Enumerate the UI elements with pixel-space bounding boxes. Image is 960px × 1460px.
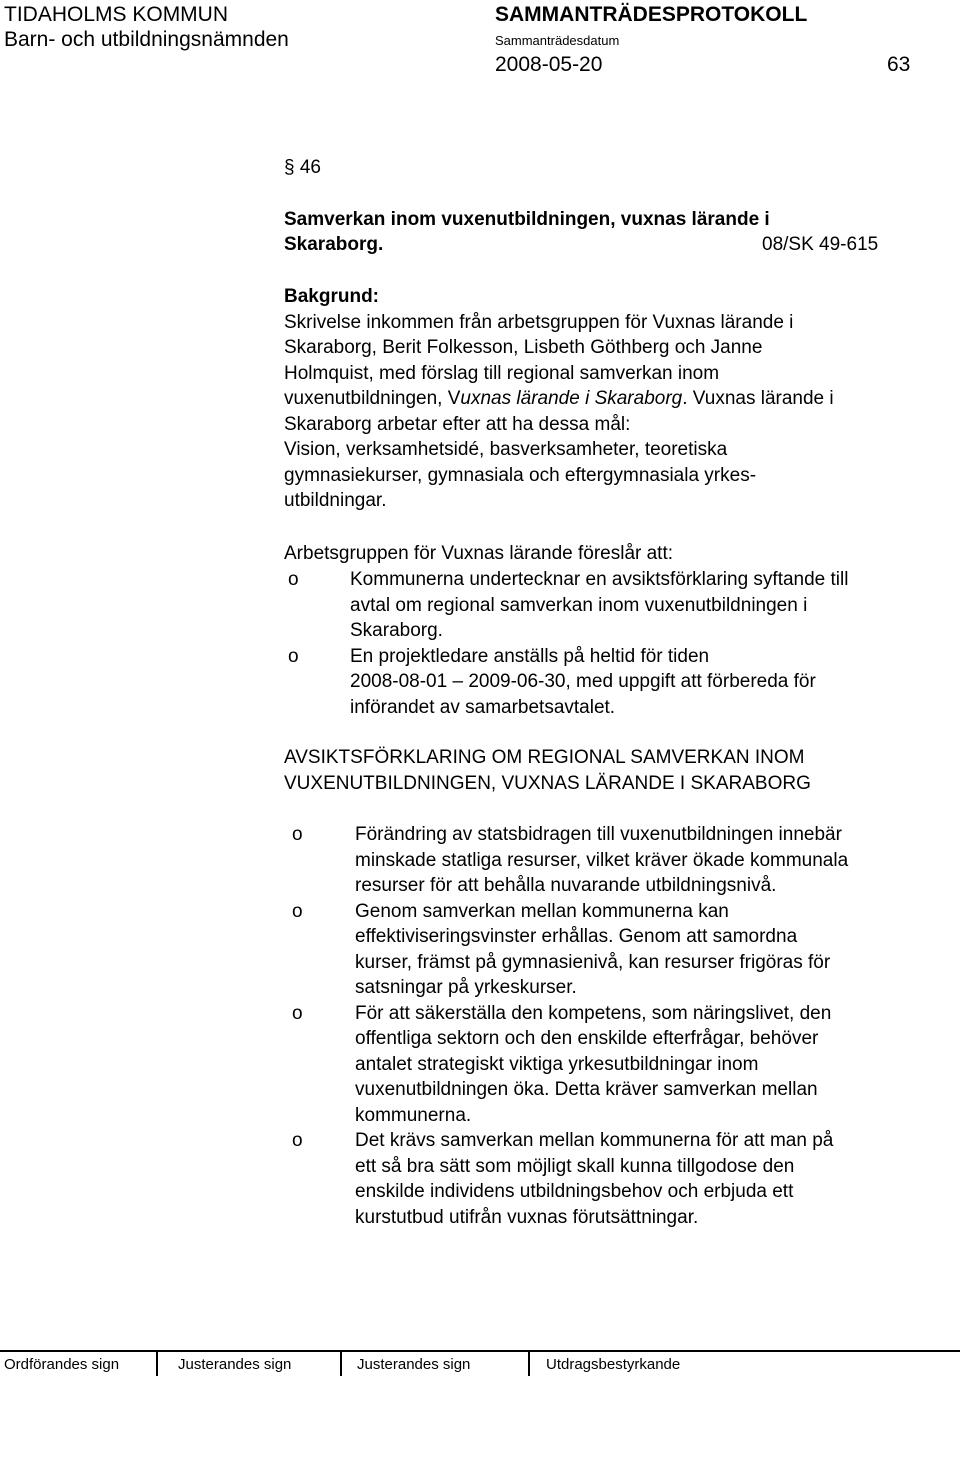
bullet-text-line: ett så bra sätt som möjligt skall kunna tillgodose den: [355, 1155, 795, 1177]
document-type: SAMMANTRÄDESPROTOKOLL: [495, 3, 808, 26]
declaration-heading-line: AVSIKTSFÖRKLARING OM REGIONAL SAMVERKAN INOM: [284, 747, 805, 768]
background-text-line: Skrivelse inkommen från arbetsgruppen för Vuxnas lärande i: [284, 311, 794, 333]
bullet-marker: o: [292, 1002, 303, 1024]
background-text-segment: . Vuxnas lärande i: [682, 388, 834, 409]
section-title-line2: Skaraborg.: [284, 234, 384, 255]
bullet-text-line: enskilde individens utbildningsbehov och erbjuda ett: [355, 1181, 794, 1202]
bullet-text-line: kurstutbud utifrån vuxnas förutsättningar.: [355, 1206, 699, 1228]
background-text-line: utbildningar.: [284, 490, 387, 511]
declaration-heading-line: VUXENUTBILDNINGEN, VUXNAS LÄRANDE I SKARABORG: [284, 772, 811, 794]
background-text-line: Holmquist, med förslag till regional samverkan inom: [284, 362, 720, 384]
municipality-name: TIDAHOLMS KOMMUN: [4, 3, 229, 26]
bullet-text-line: effektiviseringsvinster erhållas. Genom att samordna: [355, 926, 798, 947]
bullet-text-line: vuxenutbildningen öka. Detta kräver samverkan mellan: [355, 1079, 818, 1100]
background-text-line: Skaraborg, Berit Folkesson, Lisbeth Göthberg och Janne: [284, 337, 763, 358]
bullet-text-line: resurser för att behålla nuvarande utbildningsnivå.: [355, 875, 777, 896]
footer-divider: [340, 1352, 342, 1376]
bullet-text-line: satsningar på yrkeskurser.: [355, 977, 577, 998]
bullet-text-line: införandet av samarbetsavtalet.: [350, 696, 616, 718]
proposal-intro: Arbetsgruppen för Vuxnas lärande föreslår att:: [284, 543, 674, 564]
footer-divider: [156, 1352, 158, 1376]
bullet-marker: o: [292, 1130, 303, 1151]
bullet-text-line: avtal om regional samverkan inom vuxenutbildningen i: [350, 594, 808, 616]
footer-rule: [0, 1350, 960, 1352]
page-number: 63: [887, 53, 911, 76]
meeting-date: 2008-05-20: [495, 53, 603, 76]
adjuster-signature-label: Justerandes sign: [357, 1356, 471, 1373]
bullet-text-line: En projektledare anställs på heltid för tiden: [350, 645, 710, 667]
date-label: Sammanträdesdatum: [495, 33, 620, 48]
background-text-line: gymnasiekurser, gymnasiala och eftergymnasiala yrkes-: [284, 464, 757, 486]
bullet-marker: o: [288, 569, 299, 590]
bullet-text-line: Förändring av statsbidragen till vuxenutbildningen innebär: [355, 824, 842, 845]
background-text-segment: vuxenutbildningen, V: [284, 388, 461, 409]
background-heading: Bakgrund:: [284, 286, 379, 307]
bullet-text-line: Kommunerna undertecknar en avsiktsförklaring syftande till: [350, 569, 849, 590]
background-text-line: Skaraborg arbetar efter att ha dessa mål:: [284, 413, 631, 435]
bullet-text-line: offentliga sektorn och den enskilde efterfrågar, behöver: [355, 1028, 819, 1049]
declaration-heading: [284, 745, 944, 796]
certification-label: Utdragsbestyrkande: [546, 1356, 681, 1373]
bullet-text-line: Det krävs samverkan mellan kommunerna för att man på: [355, 1130, 834, 1151]
bullet-text-line: Skaraborg.: [350, 620, 443, 641]
bullet-text-line: kurser, främst på gymnasienivå, kan resurser frigöras för: [355, 951, 831, 973]
bullet-text-line: kommunerna.: [355, 1104, 472, 1126]
background-text-line: [284, 386, 944, 412]
bullet-text-line: minskade statliga resurser, vilket kräver ökade kommunala: [355, 849, 849, 871]
board-name: Barn- och utbildningsnämnden: [4, 28, 289, 51]
proposal-section: [284, 541, 944, 567]
background-text-line: Vision, verksamhetsidé, basverksamheter, teoretiska: [284, 439, 728, 460]
background-section: [284, 284, 944, 514]
bullet-text-line: För att säkerställa den kompetens, som näringslivet, den: [355, 1002, 832, 1024]
section-title-line1: Samverkan inom vuxenutbildningen, vuxnas lärande i: [284, 209, 770, 230]
bullet-text-line: antalet strategiskt viktiga yrkesutbildningar inom: [355, 1053, 759, 1075]
footer-divider: [528, 1352, 530, 1376]
case-number: 08/SK 49-615: [762, 234, 879, 255]
bullet-marker: o: [292, 900, 303, 922]
bullet-marker: o: [292, 824, 303, 845]
bullet-marker: o: [288, 645, 299, 667]
bullet-text-line: Genom samverkan mellan kommunerna kan: [355, 900, 729, 922]
bullet-text-line: 2008-08-01 – 2009-06-30, med uppgift att förbereda för: [350, 671, 816, 692]
chair-signature-label: Ordförandes sign: [4, 1356, 120, 1373]
italic-phrase: uxnas lärande i Skaraborg: [460, 388, 683, 409]
adjuster-signature-label: Justerandes sign: [178, 1356, 292, 1373]
paragraph-number: § 46: [284, 157, 321, 178]
